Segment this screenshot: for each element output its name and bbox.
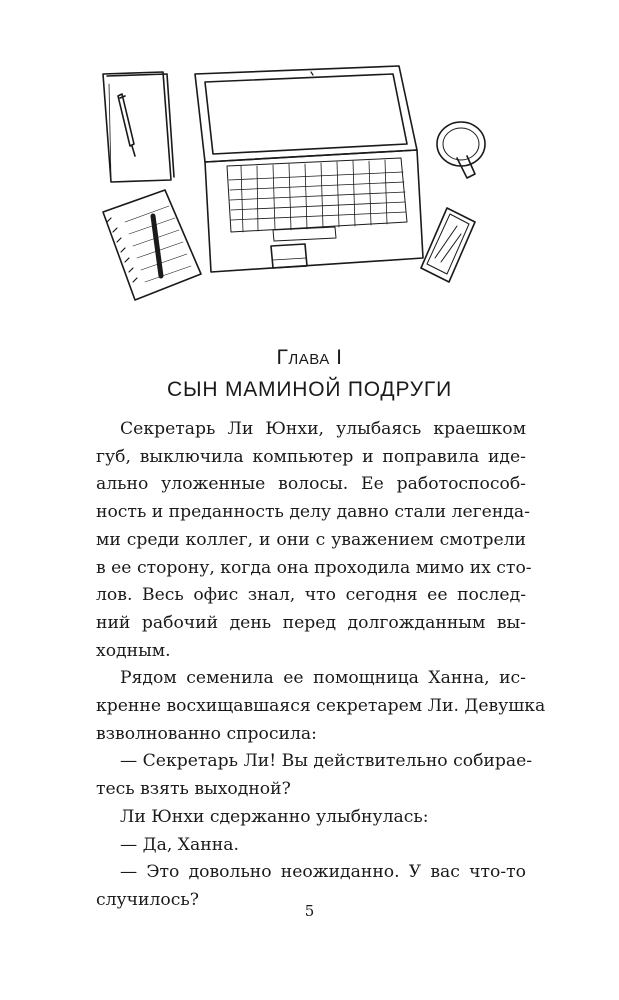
text-line: Рядом семенила ее помощница Ханна, ис- [120,668,526,689]
desk-illustration [95,62,515,312]
text-line: лов. Весь офис знал, что сегодня ее послед- [96,585,526,606]
text-line: случилось? [96,889,199,910]
text-line: ность и преданность делу давно стали легенда- [96,502,530,523]
notebook-icon [103,72,174,182]
text-line: тесь взять выходной? [96,779,291,800]
text-line: Секретарь Ли Юнхи, улыбаясь краешком [120,419,526,439]
chapter-title: СЫН МАМИНОЙ ПОДРУГИ [166,378,452,401]
pen-icon [118,94,135,156]
text-line: в ее сторону, когда она проходила мимо их сто- [96,557,532,578]
coffee-cup-icon [437,122,485,178]
chapter-text [96,416,546,915]
page-number: 5 [304,902,315,920]
text-line: — Секретарь Ли! Вы действительно собирае- [120,751,533,772]
text-line: Ли Юнхи сдержанно улыбнулась: [120,806,429,827]
text-line: — Да, Ханна. [120,834,239,855]
text-line: взволнованно спросила: [96,723,317,744]
laptop-icon [195,66,423,272]
text-line: ний рабочий день перед долгожданным вы- [96,612,526,633]
text-line: губ, выключила компьютер и поправила иде- [96,446,526,467]
text-line: ально уложенные волосы. Ее работоспособ- [96,474,526,495]
text-line: — Это довольно неожиданно. У вас что-то [120,862,526,883]
text-line: ми среди коллег, и они с уважением смотрели [96,529,526,550]
smartphone-icon [421,208,475,282]
text-line: кренне восхищавшаяся секретарем Ли. Девушка [96,696,546,717]
text-line: ходным. [96,640,171,661]
spiral-notepad-icon [103,190,201,300]
chapter-label: Глава I [276,346,343,369]
